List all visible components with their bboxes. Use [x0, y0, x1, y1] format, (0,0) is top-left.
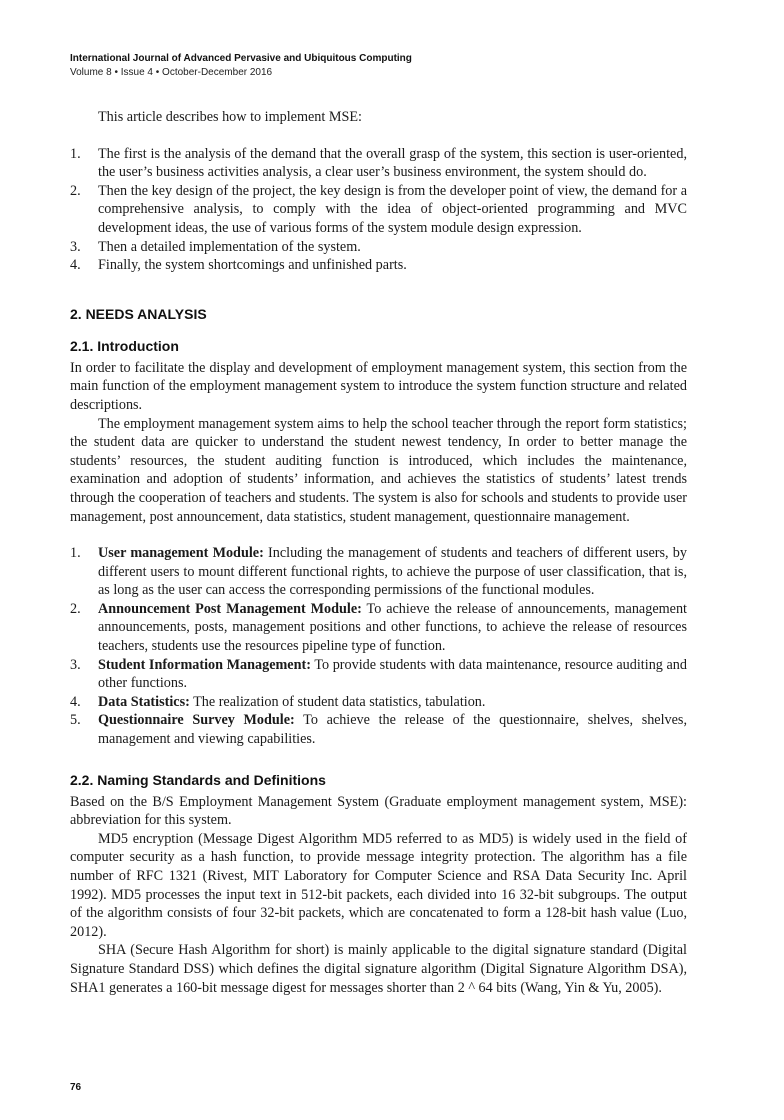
journal-title: International Journal of Advanced Pervasive and Ubiquitous Computing: [70, 53, 412, 64]
list-item: 1. The first is the analysis of the demand that the overall grasp of the system, this section is user-oriented, the user’s business activities analysis, a clear user’s business environment, the system should do.: [70, 145, 687, 181]
list-item: 3. Student Information Management: To provide students with data maintenance, resource auditing and other functions.: [70, 656, 687, 692]
paragraph: Based on the B/S Employment Management System (Graduate employment management system, MSE): abbreviation for this system.: [70, 793, 687, 829]
spacer: [70, 526, 687, 544]
subsection-heading: 2.2. Naming Standards and Definitions: [70, 771, 326, 788]
article-body: [70, 108, 687, 997]
paragraph: The employment management system aims to help the school teacher through the report form statistics; the student data are quicker to understand the student newest tendency, In order to better manage the students’ resources, the student auditing function is introduced, which includes the maintenance, examination and adoption of students’ information, and achieves the statistics of students’ latest trends through the cooperation of teachers and students. The system is also for schools and students to provide user management, post announcement, data statistics, student management, questionnaire management.: [70, 415, 687, 525]
paragraph: SHA (Secure Hash Algorithm for short) is mainly applicable to the digital signature standard (Digital Signature Standard DSS) which defines the digital signature algorithm (Digital Signature Algorithm DSA), SHA1 generates a 160-bit message digest for messages shorter than 2 ^ 64 bits (Wang, Yin & Yu, 2005).: [70, 942, 687, 996]
subsection-heading: 2.1. Introduction: [70, 337, 179, 354]
list-item: 4. Finally, the system shortcomings and unfinished parts.: [70, 257, 407, 274]
list-item: 3. Then a detailed implementation of the system.: [70, 238, 361, 255]
module-list: [70, 544, 687, 749]
intro-lead: This article describes how to implement MSE:: [98, 109, 362, 125]
spacer: [70, 749, 687, 771]
paragraph: MD5 encryption (Message Digest Algorithm MD5 referred to as MD5) is widely used in the field of computer security as a hash function, to provide message integrity protection. The algorithm has a file number of RFC 1321 (Rivest, MIT Laboratory for Computer Science and RSA Data Security Inc. April 1992). MD5 processes the input text in 512-bit packets, each divided into 16 32-bit subgroups. The output of the algorithm consists of four 32-bit packets, which are concatenated to form a 128-bit hash value (Luo, 2012).: [70, 830, 687, 940]
intro-list: [70, 145, 687, 275]
section-heading: 2. NEEDS ANALYSIS: [70, 305, 207, 322]
spacer: [70, 323, 687, 337]
list-item: 2. Then the key design of the project, the key design is from the developer point of view, the demand for a comprehensive analysis, to comply with the idea of object-oriented programming and MVC development ideas, the use of various forms of the system module design expression.: [70, 182, 687, 236]
list-item: 1. User management Module: Including the management of students and teachers of different users, by different users to mount different functional rights, to achieve the purpose of user classification, that is, as long as the user can access the corresponding permissions of the functional modules.: [70, 545, 687, 599]
list-item: 5. Questionnaire Survey Module: To achieve the release of the questionnaire, shelves, shelves, management and viewing capabilities.: [70, 712, 688, 748]
running-header: [70, 52, 412, 80]
spacer: [70, 275, 687, 305]
issue-info: Volume 8 • Issue 4 • October-December 2016: [70, 67, 273, 78]
list-item: 4. Data Statistics: The realization of student data statistics, tabulation.: [70, 693, 486, 710]
list-item: 2. Announcement Post Management Module: To achieve the release of announcements, management announcements, posts, management positions and other functions, to achieve the release of resources teachers, students use the resources pipeline type of function.: [70, 600, 687, 655]
page-number: 76: [70, 1082, 82, 1093]
paragraph: In order to facilitate the display and development of employment management system, this section from the main function of the employment management system to introduce the system function structure and related descriptions.: [70, 359, 687, 413]
spacer: [70, 127, 687, 145]
